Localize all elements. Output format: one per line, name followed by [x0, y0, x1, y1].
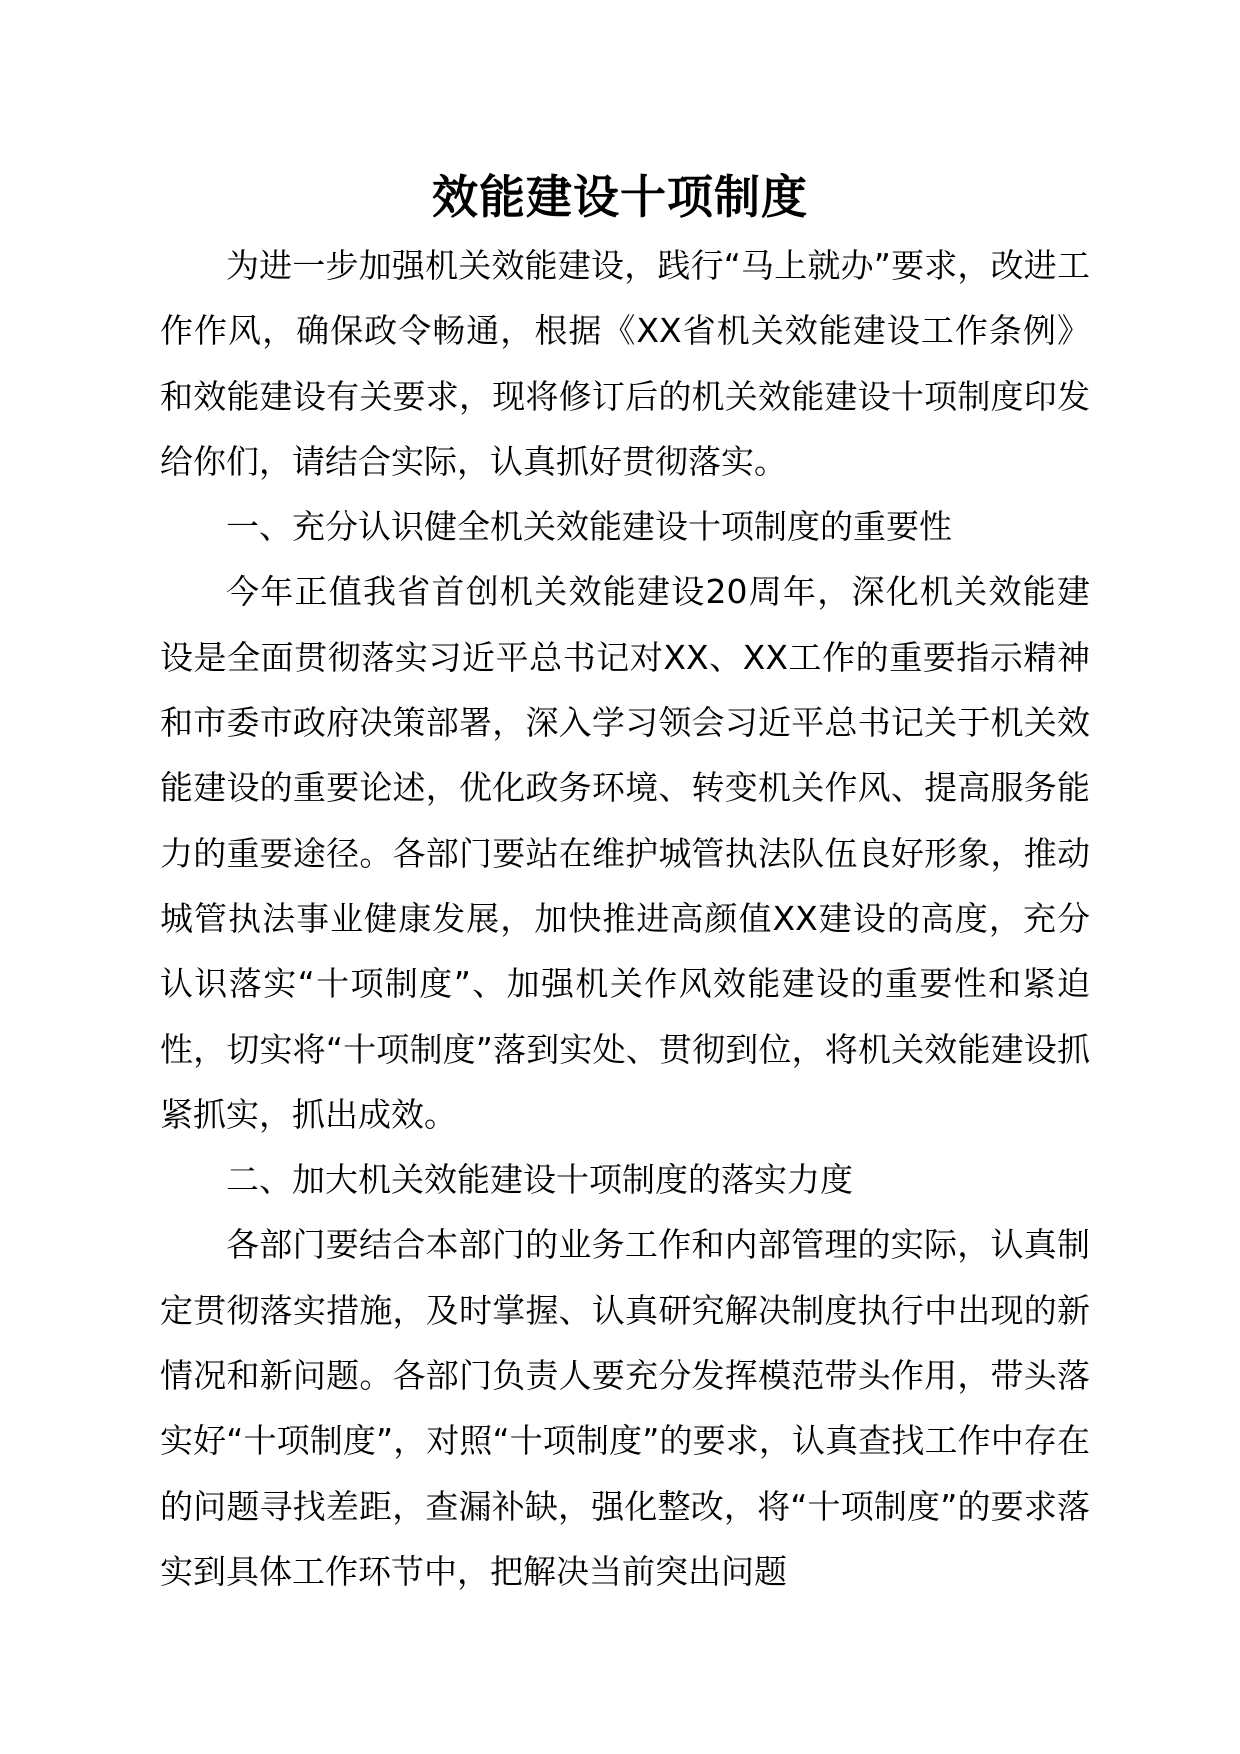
section-heading-1: 一、充分认识健全机关效能建设十项制度的重要性: [226, 507, 952, 547]
document-title: 效能建设十项制度: [432, 170, 808, 224]
document-body: [160, 233, 1090, 1604]
section-2-paragraph: 各部门要结合本部门的业务工作和内部管理的实际，认真制定贯彻落实措施，及时掌握、认真研究解决制度执行中出现的新情况和新问题。各部门负责人要充分发挥模范带头作用，带头落实好“十项制度”，对照“十项制度”的要求，认真查找工作中存在的问题寻找差距，查漏补缺，强化整改，将“十项制度”的要求落实到具体工作环节中，把解决当前突出问题: [160, 1225, 1090, 1591]
section-heading-2: 二、加大机关效能建设十项制度的落实力度: [226, 1160, 853, 1200]
section-1-paragraph: 今年正值我省首创机关效能建设20周年，深化机关效能建设是全面贯彻落实习近平总书记对XX、XX工作的重要指示精神和市委市政府决策部署，深入学习领会习近平总书记关于机关效能建设的重要论述，优化政务环境、转变机关作风、提高服务能力的重要途径。各部门要站在维护城管执法队伍良好形象，推动城管执法事业健康发展，加快推进高颜值XX建设的高度，充分认识落实“十项制度”、加强机关作风效能建设的重要性和紧迫性，切实将“十项制度”落到实处、贯彻到位，将机关效能建设抓紧抓实，抓出成效。: [160, 572, 1090, 1134]
intro-paragraph: 为进一步加强机关效能建设，践行“马上就办”要求，改进工作作风，确保政令畅通，根据《XX省机关效能建设工作条例》和效能建设有关要求，现将修订后的机关效能建设十项制度印发给你们，请结合实际，认真抓好贯彻落实。: [160, 246, 1090, 481]
